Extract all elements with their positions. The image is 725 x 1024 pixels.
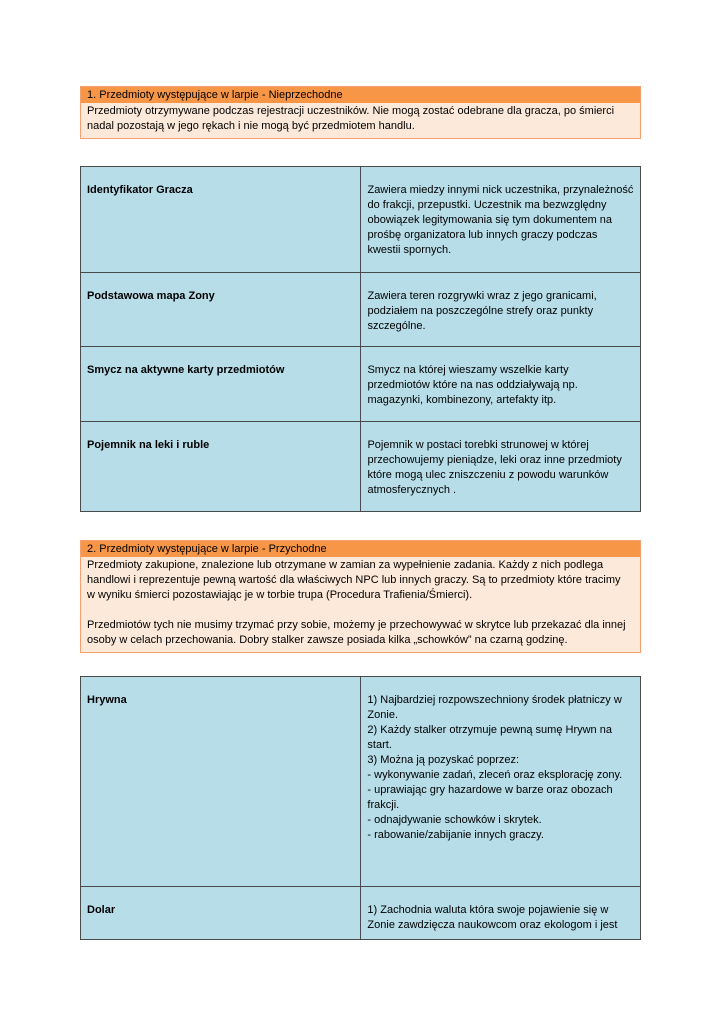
item-description: 1) Najbardziej rozpowszechniony środek płatniczy w Zonie. 2) Każdy stalker otrzymuje pewną sumę Hrywn na start. 3) Można ją pozyskać poprzez: - wykonywanie zadań, zleceń oraz eksplorację zony. - uprawiając gry hazardowe w barze oraz obozach frakcji. - odnajdywanie schowków i skrytek. - rabowanie/zabijanie innych graczy.	[361, 677, 641, 887]
table-row	[81, 677, 641, 887]
items-table-nontransferable	[80, 166, 641, 512]
section-1-header: 1. Przedmioty występujące w larpie - Nieprzechodne	[81, 87, 640, 103]
item-description: Smycz na której wieszamy wszelkie karty przedmiotów które na nas oddziaływają np. magazynki, kombinezony, artefakty itp.	[361, 347, 641, 422]
table-row	[81, 422, 641, 512]
section-2-header: 2. Przedmioty występujące w larpie - Przychodne	[81, 541, 640, 557]
table-row	[81, 273, 641, 347]
item-description: Pojemnik w postaci torebki strunowej w której przechowujemy pieniądze, leki oraz inne przedmioty które mogą ulec zniszczeniu z powodu warunków atmosferycznych .	[361, 422, 641, 512]
table-row	[81, 167, 641, 273]
section-1-box	[80, 86, 641, 139]
item-name: Identyfikator Gracza	[81, 167, 361, 273]
item-name: Smycz na aktywne karty przedmiotów	[81, 347, 361, 422]
section-1-description: Przedmioty otrzymywane podczas rejestracji uczestników. Nie mogą zostać odebrane dla gracza, po śmierci nadal pozostają w jego rękach i nie mogą być przedmiotem handlu.	[87, 105, 615, 132]
section-2-description-box	[81, 557, 640, 652]
table-row	[81, 887, 641, 940]
items-table-transferable	[80, 676, 641, 940]
section-2-paragraph-1: Przedmioty zakupione, znalezione lub otrzymane w zamian za wypełnienie zadania. Każdy z nich podlega handlowi i reprezentuje pewną wartość dla właściwych NPC lub innych graczy. Są to przedmioty które tracimy w wyniku śmierci pozostawiając je w torbie trupa (Procedura Trafienia/Śmierci).	[87, 559, 621, 601]
table-row	[81, 347, 641, 422]
item-description: Zawiera teren rozgrywki wraz z jego granicami, podziałem na poszczególne strefy oraz punkty szczególne.	[361, 273, 641, 347]
section-1-description-box	[81, 103, 640, 138]
item-description: 1) Zachodnia waluta która swoje pojawienie się w Zonie zawdzięcza naukowcom oraz ekologom i jest	[361, 887, 641, 940]
item-name: Podstawowa mapa Zony	[81, 273, 361, 347]
item-name: Dolar	[81, 887, 361, 940]
section-2-box	[80, 540, 641, 653]
item-name: Pojemnik na leki i ruble	[81, 422, 361, 512]
item-name: Hrywna	[81, 677, 361, 887]
section-2-paragraph-2: Przedmiotów tych nie musimy trzymać przy sobie, możemy je przechowywać w skrytce lub przekazać dla innej osoby w celach przechowania. Dobry stalker zawsze posiada kilka „schowków” na czarną godzinę.	[87, 619, 626, 646]
item-description: Zawiera miedzy innymi nick uczestnika, przynależność do frakcji, przepustki. Uczestnik ma bezwzględny obowiązek legitymowania się tym dokumentem na prośbę organizatora lub innych graczy podczas kwestii spornych.	[361, 167, 641, 273]
